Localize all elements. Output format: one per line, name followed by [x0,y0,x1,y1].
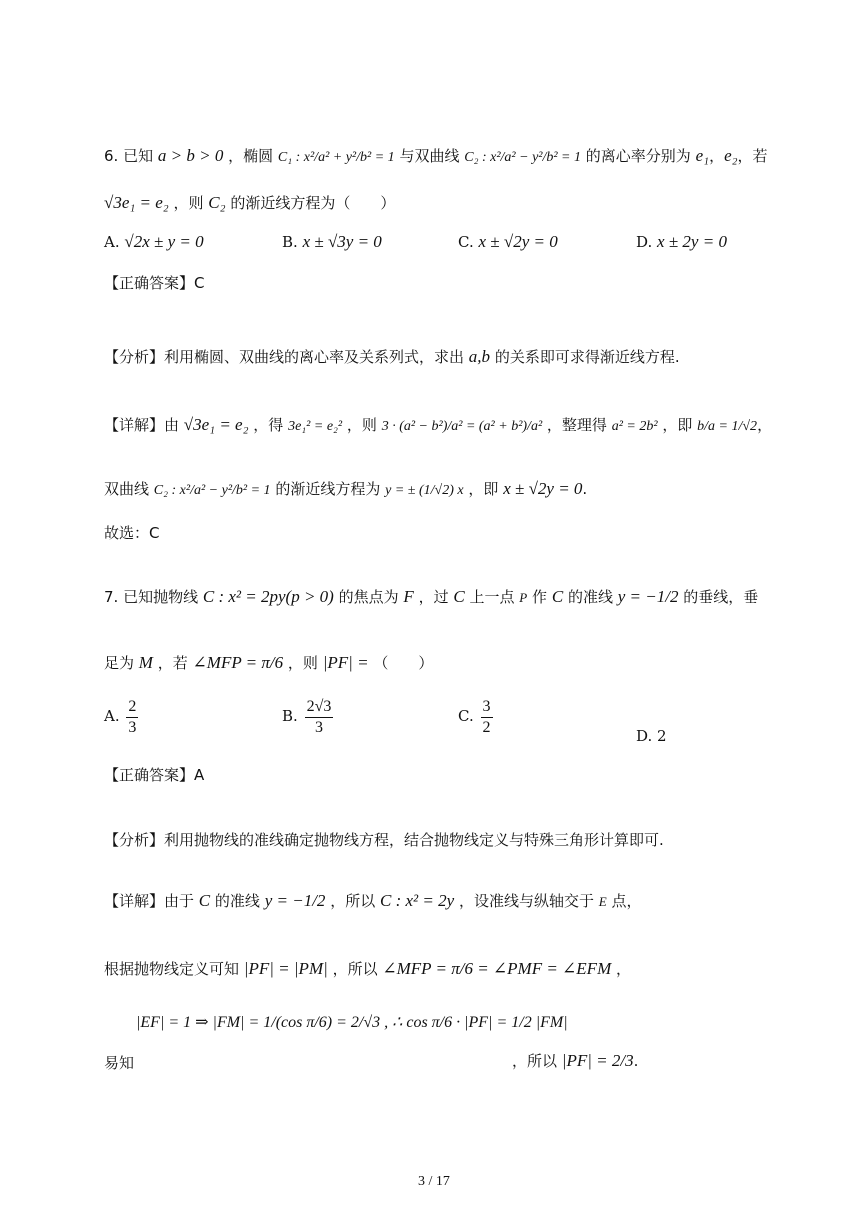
q7-text: 的焦点为 [338,588,399,606]
denominator: 3 [314,718,323,736]
q6-condition: a > b > 0 [157,146,224,165]
q6-question: 的渐近线方程为（ ） [230,194,396,212]
q7-easy-expr [136,1012,568,1032]
option-label: B. [282,233,298,251]
q7-C: C [453,587,465,606]
detail-expr: ∠MFP = π/6 = ∠PMF = ∠EFM [382,959,612,978]
detail-expr: 3 · (a² − b²)/a² = (a² + b²)/a² [381,419,543,434]
detail-expr: y = −1/2 [264,891,326,910]
q6-hyperbola-eq: C₂ : x²/a² − y²/b² = 1 [464,150,582,165]
detail-text: 【详解】由于 [104,892,195,910]
detail-expr: b/a = 1/√2 [697,419,758,434]
q7-question: （ ） [373,654,434,672]
q6-line-2 [104,192,395,213]
detail-text: ，所以 [330,892,376,910]
q7-text: ，过 [418,588,449,606]
q7-angle: ∠MFP = π/6 [192,653,284,672]
q6-e2: e₂ [724,146,738,165]
detail-expr: C₂ : x²/a² − y²/b² = 1 [153,483,271,498]
option-label: C. [458,707,474,726]
option-value: x ± 2y = 0 [657,232,727,251]
q7-easy [104,1052,134,1073]
q6-option-d [636,232,727,252]
q7-text: 的垂线，垂 [683,588,759,606]
q6-text: 的离心率分别为 [585,147,691,165]
q7-pf: |PF| = [322,653,369,672]
detail-text: ，整理得 [546,416,607,434]
detail-text: ，即 [662,416,693,434]
detail-expr: y = ± (1/√2) x [385,483,464,498]
q7-text: 7. 已知抛物线 [104,588,199,606]
q7-option-a [104,698,140,736]
option-label: C. [458,233,474,251]
detail-text: 的准线 [214,892,260,910]
option-fraction [305,698,334,736]
denominator: 2 [482,718,491,736]
q7-line-2 [104,652,433,673]
detail-expr: |PF| = 2/3 [561,1051,634,1070]
q7-text: ，则 [287,654,318,672]
detail-expr: √3e₁ = e₂ [183,415,249,434]
q6-choose: 故选：C [104,524,160,542]
q7-answer: 【正确答案】A [104,766,205,784]
q7-C: C [551,587,564,606]
q6-ellipse-eq: C₁ : x²/a² + y²/b² = 1 [277,150,395,165]
q7-line-1 [104,586,758,607]
detail-text: 点， [611,892,642,910]
q7-option-d: D. 2 [636,727,667,745]
q6-text: ，则 [173,194,204,212]
q7-P: P [519,590,528,605]
denominator: 3 [128,718,137,736]
detail-E: E [598,894,607,909]
q6-e1: e₁ [695,146,710,165]
numerator: 2 [126,698,138,718]
q6-intro: 6. 已知 [104,147,154,165]
option-value: √2x ± y = 0 [124,232,204,251]
q7-detail [104,890,642,911]
option-label: D. [636,233,653,251]
analysis-text: 【分析】利用椭圆、双曲线的离心率及关系列式，求出 [104,348,465,366]
detail-text: . [633,1052,639,1070]
q6-answer: 【正确答案】C [104,274,205,292]
option-fraction [126,698,138,736]
detail-expr: x ± √2y = 0 [503,479,583,498]
q7-option-c [458,698,495,736]
numerator: 3 [481,698,493,718]
q7-parabola-eq: C : x² = 2py(p > 0) [202,587,334,606]
q6-analysis [104,346,680,367]
q7-text: 的准线 [567,588,613,606]
detail-text: ，设准线与纵轴交于 [458,892,594,910]
analysis-text: 的关系即可求得渐近线方程. [494,348,680,366]
q6-option-c [458,232,558,252]
q7-text: 作 [532,588,548,606]
q6-option-b [282,232,382,252]
q7-text: ，若 [157,654,188,672]
detail-text: 易知 [104,1054,135,1072]
detail-text: ， [757,416,773,434]
option-fraction [481,698,493,736]
option-value: x ± √2y = 0 [478,232,558,251]
option-label: B. [282,707,298,726]
q6-detail [104,414,772,435]
q7-conclusion [512,1050,638,1071]
detail-text: ，所以 [332,960,378,978]
option-label: A. [104,233,120,251]
detail-text: . [582,480,588,498]
detail-expr: a² = 2b² [611,419,658,434]
q7-text: 足为 [104,654,135,672]
q6-option-a [104,232,204,252]
q7-definition [104,958,631,979]
detail-text: ，得 [253,416,284,434]
detail-expr: |EF| = 1 ⇒ |FM| = 1/(cos π/6) = 2/√3 , ∴ cos π/6 · |PF| = 1/2 |FM| [136,1014,568,1031]
detail-C: C [198,891,211,910]
option-value: x ± √3y = 0 [302,232,382,251]
detail-text: 双曲线 [104,480,150,498]
analysis-ab: a,b [468,347,491,366]
q7-directrix: y = −1/2 [617,587,679,606]
q7-option-b [282,698,335,736]
q6-text: ，若 [737,147,768,165]
q7-text: 上一点 [469,588,515,606]
q6-hyperbola [104,478,587,499]
q6-line-1 [104,145,768,166]
page-number: 3 / 17 [418,1174,450,1189]
detail-expr: C : x² = 2y [380,891,455,910]
detail-text: ，即 [468,480,499,498]
q6-sep: ， [709,147,725,165]
q7-F: F [403,587,414,606]
detail-text: ，所以 [512,1052,558,1070]
detail-text: 的渐近线方程为 [275,480,381,498]
q7-analysis: 【分析】利用抛物线的准线确定抛物线方程，结合抛物线定义与特殊三角形计算即可. [104,831,664,849]
detail-text: ，则 [346,416,377,434]
detail-expr: 3e₁² = e₂² [288,419,343,434]
detail-expr: |PF| = |PM| [243,959,328,978]
numerator: 2√3 [305,698,334,718]
q6-c2: C₂ [208,193,226,212]
q7-M: M [138,653,153,672]
detail-text: 【详解】由 [104,416,180,434]
option-label: A. [104,707,120,726]
q6-text: 与双曲线 [399,147,460,165]
q6-text: ，椭圆 [228,147,274,165]
detail-text: ， [616,960,632,978]
detail-text: 根据抛物线定义可知 [104,960,240,978]
q6-relation: √3e₁ = e₂ [104,193,169,212]
